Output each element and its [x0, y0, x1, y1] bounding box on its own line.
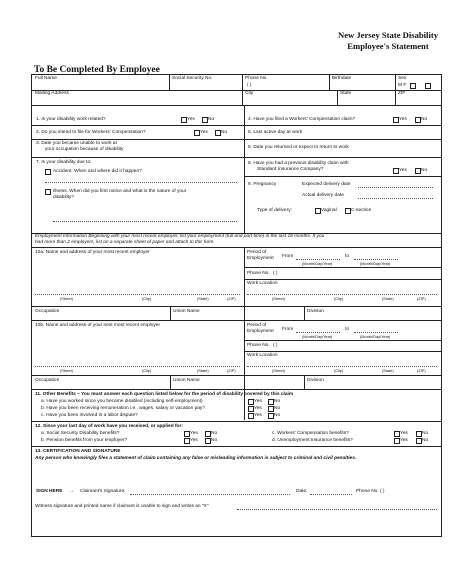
q3-label-1: 3. Date you became unable to work at: [36, 141, 117, 146]
q2-yes-label: Yes: [200, 130, 208, 135]
q13-title: 13. CERTIFICATION AND SIGNATURE: [35, 449, 121, 454]
q9-vaginal-label: Vaginal: [321, 208, 337, 213]
q10a-union-label: Union Name: [173, 309, 200, 314]
q10b-from-format: (Month/Day/Year): [302, 334, 333, 339]
witness-label: Witness signature and printed name if claimant is unable to sign and writes an "X": [35, 504, 209, 509]
city-label: City: [245, 91, 254, 96]
q12c-yes-label: Yes: [400, 431, 408, 436]
q10a-to-format: (Month/Day/Year): [360, 261, 391, 266]
q6-label: 6. Date you returned or expect to return to work: [248, 145, 349, 150]
q11a-yes-label: Yes: [254, 399, 262, 404]
q10a-period-label-1: Period of: [247, 250, 267, 255]
q10b-occupation-label: Occupation: [35, 378, 60, 383]
q7-illness-label-1: Illness. When did you first notice and what is the nature of your: [53, 189, 187, 194]
q12b-label: b. Pension benefits from your employer?: [41, 438, 128, 443]
q12a-yes-label: Yes: [190, 431, 198, 436]
q7-illness-label-2: disability?: [53, 195, 75, 200]
q11b-no-label: No: [274, 406, 281, 411]
q5-label: 5. Last active day at work: [248, 130, 303, 135]
title-line-2: Employee's Statement: [347, 41, 429, 51]
q12b-yes-label: Yes: [190, 438, 198, 443]
q13-warning: Any person who knowingly files a statement of claim containing any false or misleading information is subject to criminal and civil penalties.: [35, 456, 357, 461]
q4-no-label: No: [421, 117, 428, 122]
q12d-yes-label: Yes: [400, 438, 408, 443]
q10a-state-caption: (State): [197, 296, 209, 301]
q10b-from-label: From: [282, 327, 294, 332]
q11a-label: a. Have you worked since you became disabled (including self-employment): [41, 399, 203, 404]
q10b-phone-paren: ( ): [273, 343, 278, 348]
q7-accident-checkbox[interactable]: [45, 169, 51, 175]
sign-here-label: SIGN HERE: [36, 489, 63, 494]
q10a-phone-paren: ( ): [273, 271, 278, 276]
q10b-union-label: Union Name: [173, 378, 200, 383]
q11c-no-label: No: [274, 413, 281, 418]
q10a-to-label: to: [345, 254, 350, 259]
q8-no-label: No: [421, 168, 428, 173]
q2-label: 2. Do you intend to file for Workers' Compensation?: [36, 130, 146, 135]
q9-csection-label: C-section: [351, 208, 372, 213]
sex-options: M F: [398, 83, 407, 88]
q7-label: 7. Is your disability due to:: [36, 160, 92, 165]
q11b-label: b. Have you been receiving remuneration i.e., wages, salary or vacation pay?: [41, 406, 205, 411]
birthdate-label: Birthdate: [332, 76, 352, 81]
q10b-street-caption: (Street): [60, 368, 73, 373]
claimant-signature-label: Claimant's Signature:: [80, 489, 126, 494]
q12d-no-label: No: [422, 438, 429, 443]
phone-paren: ( ): [247, 83, 252, 88]
q7-illness-checkbox[interactable]: [45, 189, 51, 195]
q4-label: 4. Have you filed a Workers' Compensation claim?: [248, 117, 356, 122]
q12-title: 12. Since your last day of work have you received, or applied for:: [35, 424, 183, 429]
mailing-address-label: Mailing Address: [35, 91, 69, 96]
q10b-phone-label: Phone No.: [247, 343, 270, 348]
q12a-label: a. Social Security Disability benefits?: [41, 431, 120, 436]
q1-label: 1. Is your disability work related?: [36, 117, 106, 122]
q10a-street-caption: (Street): [60, 296, 73, 301]
employment-info-line-1: Employment Information Beginning with your most recent employer, list your employment (full and part-time) in the last 18 months. If you: [35, 234, 325, 239]
sex-f-checkbox[interactable]: [425, 83, 431, 89]
q10b-label: 10b. Name and address of your next most recent employer: [35, 323, 161, 328]
q10b-work-state-caption: (State): [382, 368, 394, 373]
q11b-yes-label: Yes: [254, 406, 262, 411]
full-name-label: Full Name: [35, 76, 57, 81]
q10a-work-zip-caption: (ZIP): [417, 296, 426, 301]
q4-yes-label: Yes: [399, 117, 407, 122]
q10a-phone-label: Phone No.: [247, 271, 270, 276]
q10b-work-location-label: Work Location: [247, 353, 278, 358]
signature-date-label: Date:: [296, 489, 308, 494]
q10b-zip-caption: (ZIP): [227, 368, 236, 373]
q10b-city-caption: (City): [142, 368, 152, 373]
q10b-work-zip-caption: (ZIP): [417, 368, 426, 373]
q10a-period-label-2: Employment: [247, 256, 274, 261]
q12a-no-label: No: [211, 431, 218, 436]
q10a-city-caption: (City): [142, 296, 152, 301]
q10a-from-label: From: [282, 254, 294, 259]
title-line-1: New Jersey State Disability: [337, 30, 438, 40]
section-heading: To Be Completed By Employee: [34, 65, 160, 75]
q10a-work-location-label: Work Location: [247, 281, 278, 286]
q2-no-label: No: [221, 130, 228, 135]
q9-expected-label: Expected delivery date: [302, 182, 351, 187]
sex-label: Sex: [398, 76, 407, 81]
q10a-occupation-label: Occupation: [35, 309, 60, 314]
q8-label-2: Standard Insurance Company?: [257, 167, 324, 172]
q9-label: 9. Pregnancy: [248, 182, 277, 187]
ssn-label: Social Security No.: [172, 76, 213, 81]
q8-yes-label: Yes: [399, 168, 407, 173]
sex-m-checkbox[interactable]: [410, 83, 416, 89]
q10a-work-state-caption: (State): [382, 296, 394, 301]
q9-actual-label: Actual delivery date: [302, 193, 344, 198]
employment-info-text: [35, 234, 440, 245]
q11a-no-label: No: [274, 399, 281, 404]
q10b-period-label-1: Period of: [247, 323, 267, 328]
q10a-label: 10a. Name and address of your most recent employer: [35, 250, 150, 255]
signature-phone-label: Phone No. ( ): [356, 489, 385, 494]
q12c-label: c. Workers' Compensation benefits?: [272, 431, 349, 436]
phone-label: Phone No.: [245, 76, 268, 81]
q12b-no-label: No: [211, 438, 218, 443]
employment-info-line-2: had more than 2 employers, list on a separate sheet of paper and attach to this form.: [35, 239, 215, 245]
q11c-yes-label: Yes: [254, 413, 262, 418]
q1-yes-label: Yes: [187, 117, 195, 122]
q12c-no-label: No: [422, 431, 429, 436]
q10b-division-label: Division: [307, 378, 324, 383]
q3-label-2: your occupation because of disability: [45, 147, 124, 152]
arrow-icon: →: [69, 489, 74, 494]
q7-accident-label: Accident. When and where did it happen?: [53, 169, 142, 174]
q9-type-label: Type of delivery:: [257, 208, 292, 213]
q10a-division-label: Division: [307, 309, 324, 314]
q11c-label: c. Have you been involved in a labor dispute?: [41, 413, 138, 418]
q10a-from-format: (Month/Day/Year): [302, 261, 333, 266]
zip-label: ZIP: [398, 91, 406, 96]
q10a-work-city-caption: (City): [334, 296, 344, 301]
q12d-label: d. Unemployment Insurance benefits?: [272, 438, 353, 443]
document-title: [338, 30, 438, 52]
employee-statement-form: [31, 74, 442, 537]
q11-title: 11. Other Benefits – You must answer each question listed below for the period of disability covered by this claim: [35, 392, 294, 397]
q10b-to-format: (Month/Day/Year): [360, 334, 391, 339]
q10a-work-street-caption: (Street): [272, 296, 285, 301]
q10a-zip-caption: (ZIP): [227, 296, 236, 301]
q10b-work-street-caption: (Street): [272, 368, 285, 373]
q10b-to-label: to: [345, 327, 350, 332]
q10b-work-city-caption: (City): [334, 368, 344, 373]
q1-no-label: No: [208, 117, 215, 122]
q10b-period-label-2: Employment: [247, 329, 274, 334]
q10b-state-caption: (State): [197, 368, 209, 373]
state-label: State: [340, 91, 352, 96]
q8-label-1: 8. Have you had a previous disability claim with: [248, 161, 349, 166]
